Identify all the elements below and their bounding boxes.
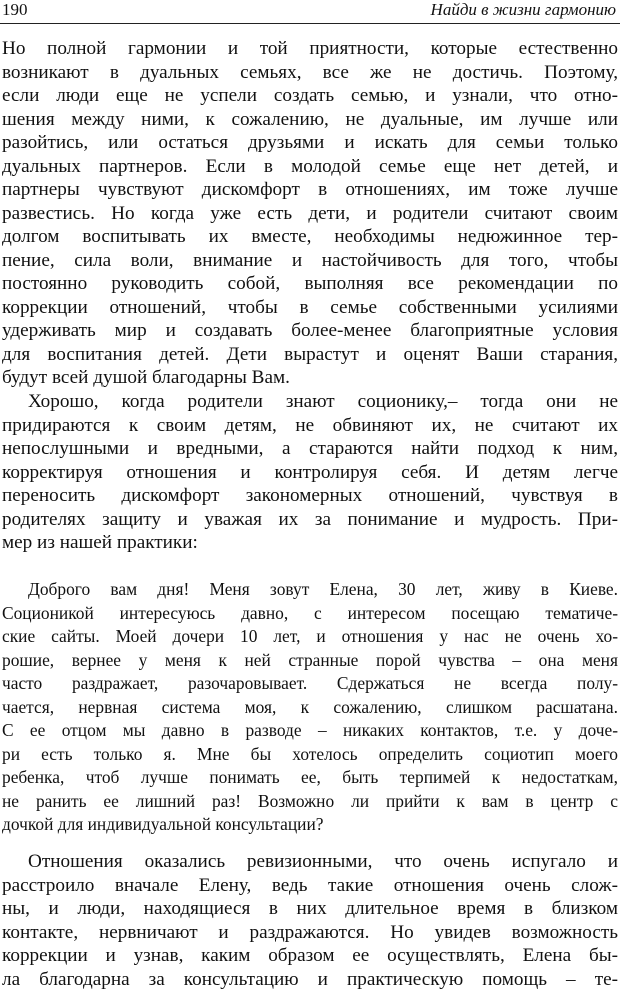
text-line: корректируя отношения и контролируя себя. И детям легче	[2, 461, 618, 483]
letter-line: С ее отцом мы давно в разводе – никаких контактов, т.е. у дочe-	[2, 720, 618, 740]
page-header	[0, 0, 620, 22]
letter-line: ские сайты. Моей дочери 10 лет, и отношения у нас не очень хо-	[2, 626, 618, 646]
text-line: переносить дискомфорт закономерных отношений, чувствуя в	[2, 485, 618, 506]
text-line: контакте, нервничают и раздражаются. Но увидев возможность	[2, 921, 618, 943]
paragraph-socionics-parents	[2, 390, 618, 555]
quoted-letter	[2, 578, 618, 837]
text-line: постоянно руководить собой, выполняя все рекомендации по	[2, 273, 618, 294]
text-line: придираются к своим детям, не обвиняют их, не считают их	[2, 414, 618, 436]
letter-line: рошие, вернее у меня к ней странные порой чувства – она меня	[2, 649, 618, 670]
text-line: коррекции отношений, чтобы в семье собственными усилиями	[2, 296, 618, 318]
text-line: удерживать мир и создавать более-менее благоприятные условия	[2, 320, 618, 341]
text-line: долгом воспитывать их вместе, необходимы недюжинное тер-	[2, 226, 618, 247]
text-line: коррекции и узнав, каким образом ее осуществлять, Елена бы-	[2, 945, 618, 966]
text-line: разойтись, или остаться друзьями и искать для семьи только	[2, 132, 618, 153]
header-rule	[0, 23, 620, 24]
text-line: мер из нашей практики:	[2, 532, 198, 553]
text-line: родителях защиту и уважая их за понимание и мудрость. При-	[2, 508, 618, 530]
text-line: шения между ними, к сожалению, не дуальные, им лучше или	[2, 108, 618, 130]
letter-line: дочкой для индивидуальной консультации?	[2, 814, 324, 834]
letter-line: ри есть только я. Мне бы хотелось определить социотип моего	[2, 743, 618, 764]
text-line: пение, сила воли, внимание и настойчивость для того, чтобы	[2, 249, 618, 271]
paragraph-revision-relations	[2, 850, 618, 991]
text-line: Хорошо, когда родители знают соционику,– тогда они не	[28, 391, 618, 412]
letter-line: чается, нервная система моя, к сожалению, слишком расшатана.	[2, 696, 618, 717]
text-line: ны, и люди, находящиеся в них длительное время в близком	[2, 898, 618, 919]
page-number: 190	[2, 0, 28, 19]
text-line: Отношения оказались ревизионными, что очень испугало и	[28, 851, 618, 872]
letter-line: часто раздражает, разочаровывает. Сдержаться не всегда полу-	[2, 673, 618, 693]
text-line: если люди еще не успели создать семью, и узнали, что отно-	[2, 85, 618, 106]
running-title: Найди в жизни гармонию	[430, 0, 616, 19]
text-line: дуальных партнеров. Если в молодой семье еще нет детей, и	[2, 155, 618, 177]
text-line: возникают в дуальных семьях, все же не достичь. Поэтому,	[2, 61, 618, 83]
text-line: партнеры чувствуют дискомфорт в отношениях, им тоже лучше	[2, 179, 618, 200]
text-line: развестись. Но когда уже есть дети, и родители считают своим	[2, 202, 618, 224]
text-line: непослушными и вредными, а стараются найти подход к ним,	[2, 438, 618, 459]
text-line: расстроило вначале Елену, ведь такие отношения очень слож-	[2, 874, 618, 896]
letter-line: Соционикой интересуюсь давно, с интересом посещаю тематиче-	[2, 602, 618, 623]
paragraph-family-harmony	[2, 37, 618, 390]
text-line: ла благодарна за консультацию и практическую помощь – те-	[2, 968, 618, 990]
letter-line: ребенка, чтоб лучше понимать ее, быть терпимей к недостаткам,	[2, 767, 618, 787]
text-line: Но полной гармонии и той приятности, которые естественно	[2, 38, 618, 59]
letter-line: Доброго вам дня! Меня зовут Елена, 30 лет, живу в Киеве.	[28, 579, 618, 599]
text-line: для воспитания детей. Дети вырастут и оценят Ваши старания,	[2, 343, 618, 365]
letter-line: не ранить ее лишний раз! Возможно ли прийти к вам в центр с	[2, 790, 618, 811]
text-line: будут всей душой благодарны Вам.	[2, 367, 290, 388]
